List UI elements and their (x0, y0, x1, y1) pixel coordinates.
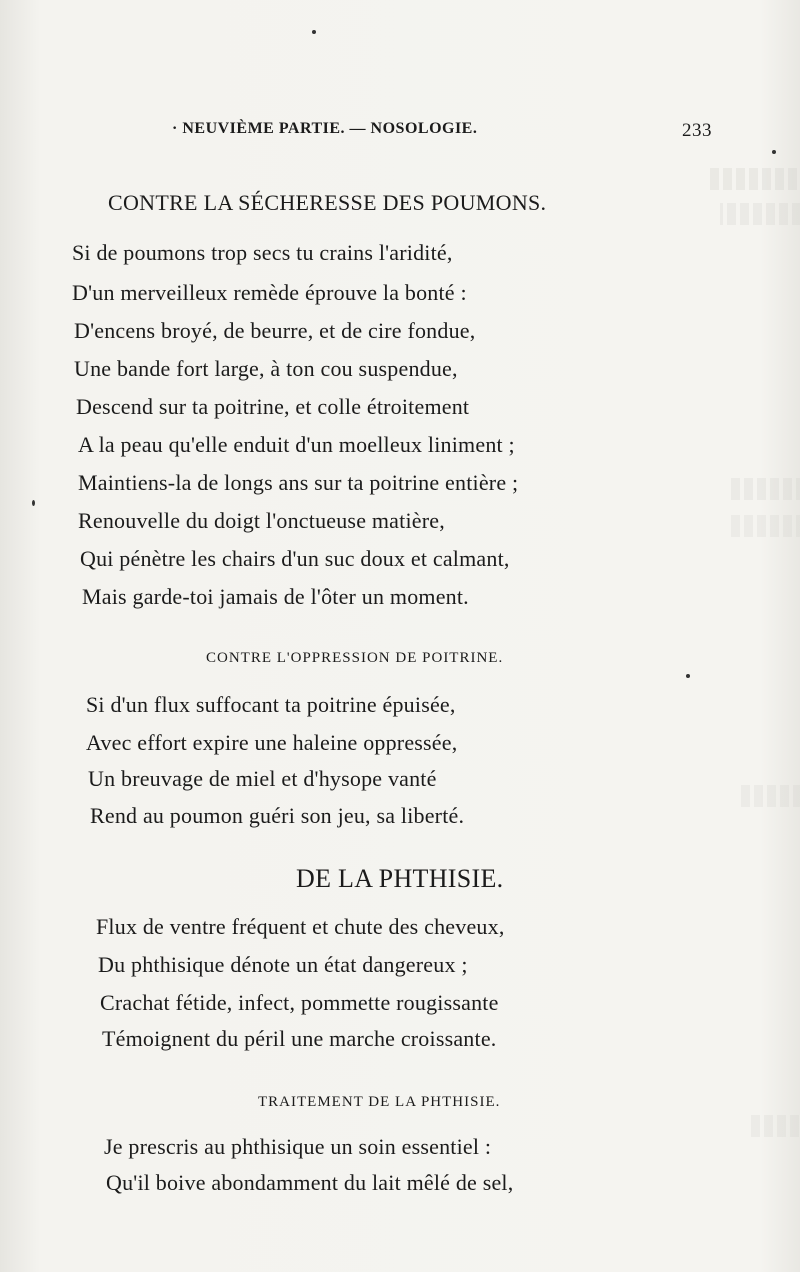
bleed-through-line (740, 785, 800, 807)
verse-line: Du phthisique dénote un état dangereux ; (98, 952, 468, 977)
verse-line: D'un merveilleux remède éprouve la bonté : (72, 280, 467, 305)
ink-speck (772, 150, 776, 154)
section-subtitle: TRAITEMENT DE LA PHTHISIE. (258, 1094, 501, 1110)
bleed-through-line (750, 1115, 800, 1137)
verse-line: Flux de ventre fréquent et chute des cheveux, (96, 914, 505, 939)
verse-line: Crachat fétide, infect, pommette rougissante (100, 990, 499, 1015)
verse-line: Qu'il boive abondamment du lait mêlé de sel, (106, 1170, 514, 1195)
running-header (172, 120, 712, 148)
verse-line: Mais garde-toi jamais de l'ôter un moment. (82, 584, 469, 609)
verse-line: Si de poumons trop secs tu crains l'aridité, (72, 240, 453, 265)
section-title: DE LA PHTHISIE. (296, 864, 504, 893)
verse-line: Une bande fort large, à ton cou suspendue, (74, 356, 458, 381)
verse-line: D'encens broyé, de beurre, et de cire fondue, (74, 318, 476, 343)
verse-line: Avec effort expire une haleine oppressée, (86, 730, 458, 755)
bleed-through-line (720, 203, 800, 225)
bleed-through-line (730, 478, 800, 500)
verse-line: Un breuvage de miel et d'hysope vanté (88, 766, 437, 791)
verse-line: Renouvelle du doigt l'onctueuse matière, (78, 508, 445, 533)
ink-speck (686, 674, 690, 678)
verse-line: Rend au poumon guéri son jeu, sa liberté. (90, 803, 465, 828)
bleed-through-line (710, 168, 800, 190)
verse-line: Si d'un flux suffocant ta poitrine épuisée, (86, 692, 456, 717)
page-number: 233 (682, 120, 712, 141)
verse-line: Témoignent du péril une marche croissante. (102, 1026, 497, 1051)
verse-line: A la peau qu'elle enduit d'un moelleux liniment ; (78, 432, 515, 457)
verse-line: Qui pénètre les chairs d'un suc doux et calmant, (80, 546, 510, 571)
bleed-through-line (730, 515, 800, 537)
verse-line: Maintiens-la de longs ans sur ta poitrine entière ; (78, 470, 519, 495)
section-subtitle: CONTRE L'OPPRESSION DE POITRINE. (206, 650, 504, 666)
verse-line: Je prescris au phthisique un soin essentiel : (104, 1134, 492, 1159)
running-title: · NEUVIÈME PARTIE. — NOSOLOGIE. (172, 120, 478, 137)
ink-speck (312, 30, 316, 34)
section-title: CONTRE LA SÉCHERESSE DES POUMONS. (108, 190, 547, 215)
ink-speck (32, 500, 35, 506)
verse-line: Descend sur ta poitrine, et colle étroitement (76, 394, 470, 419)
